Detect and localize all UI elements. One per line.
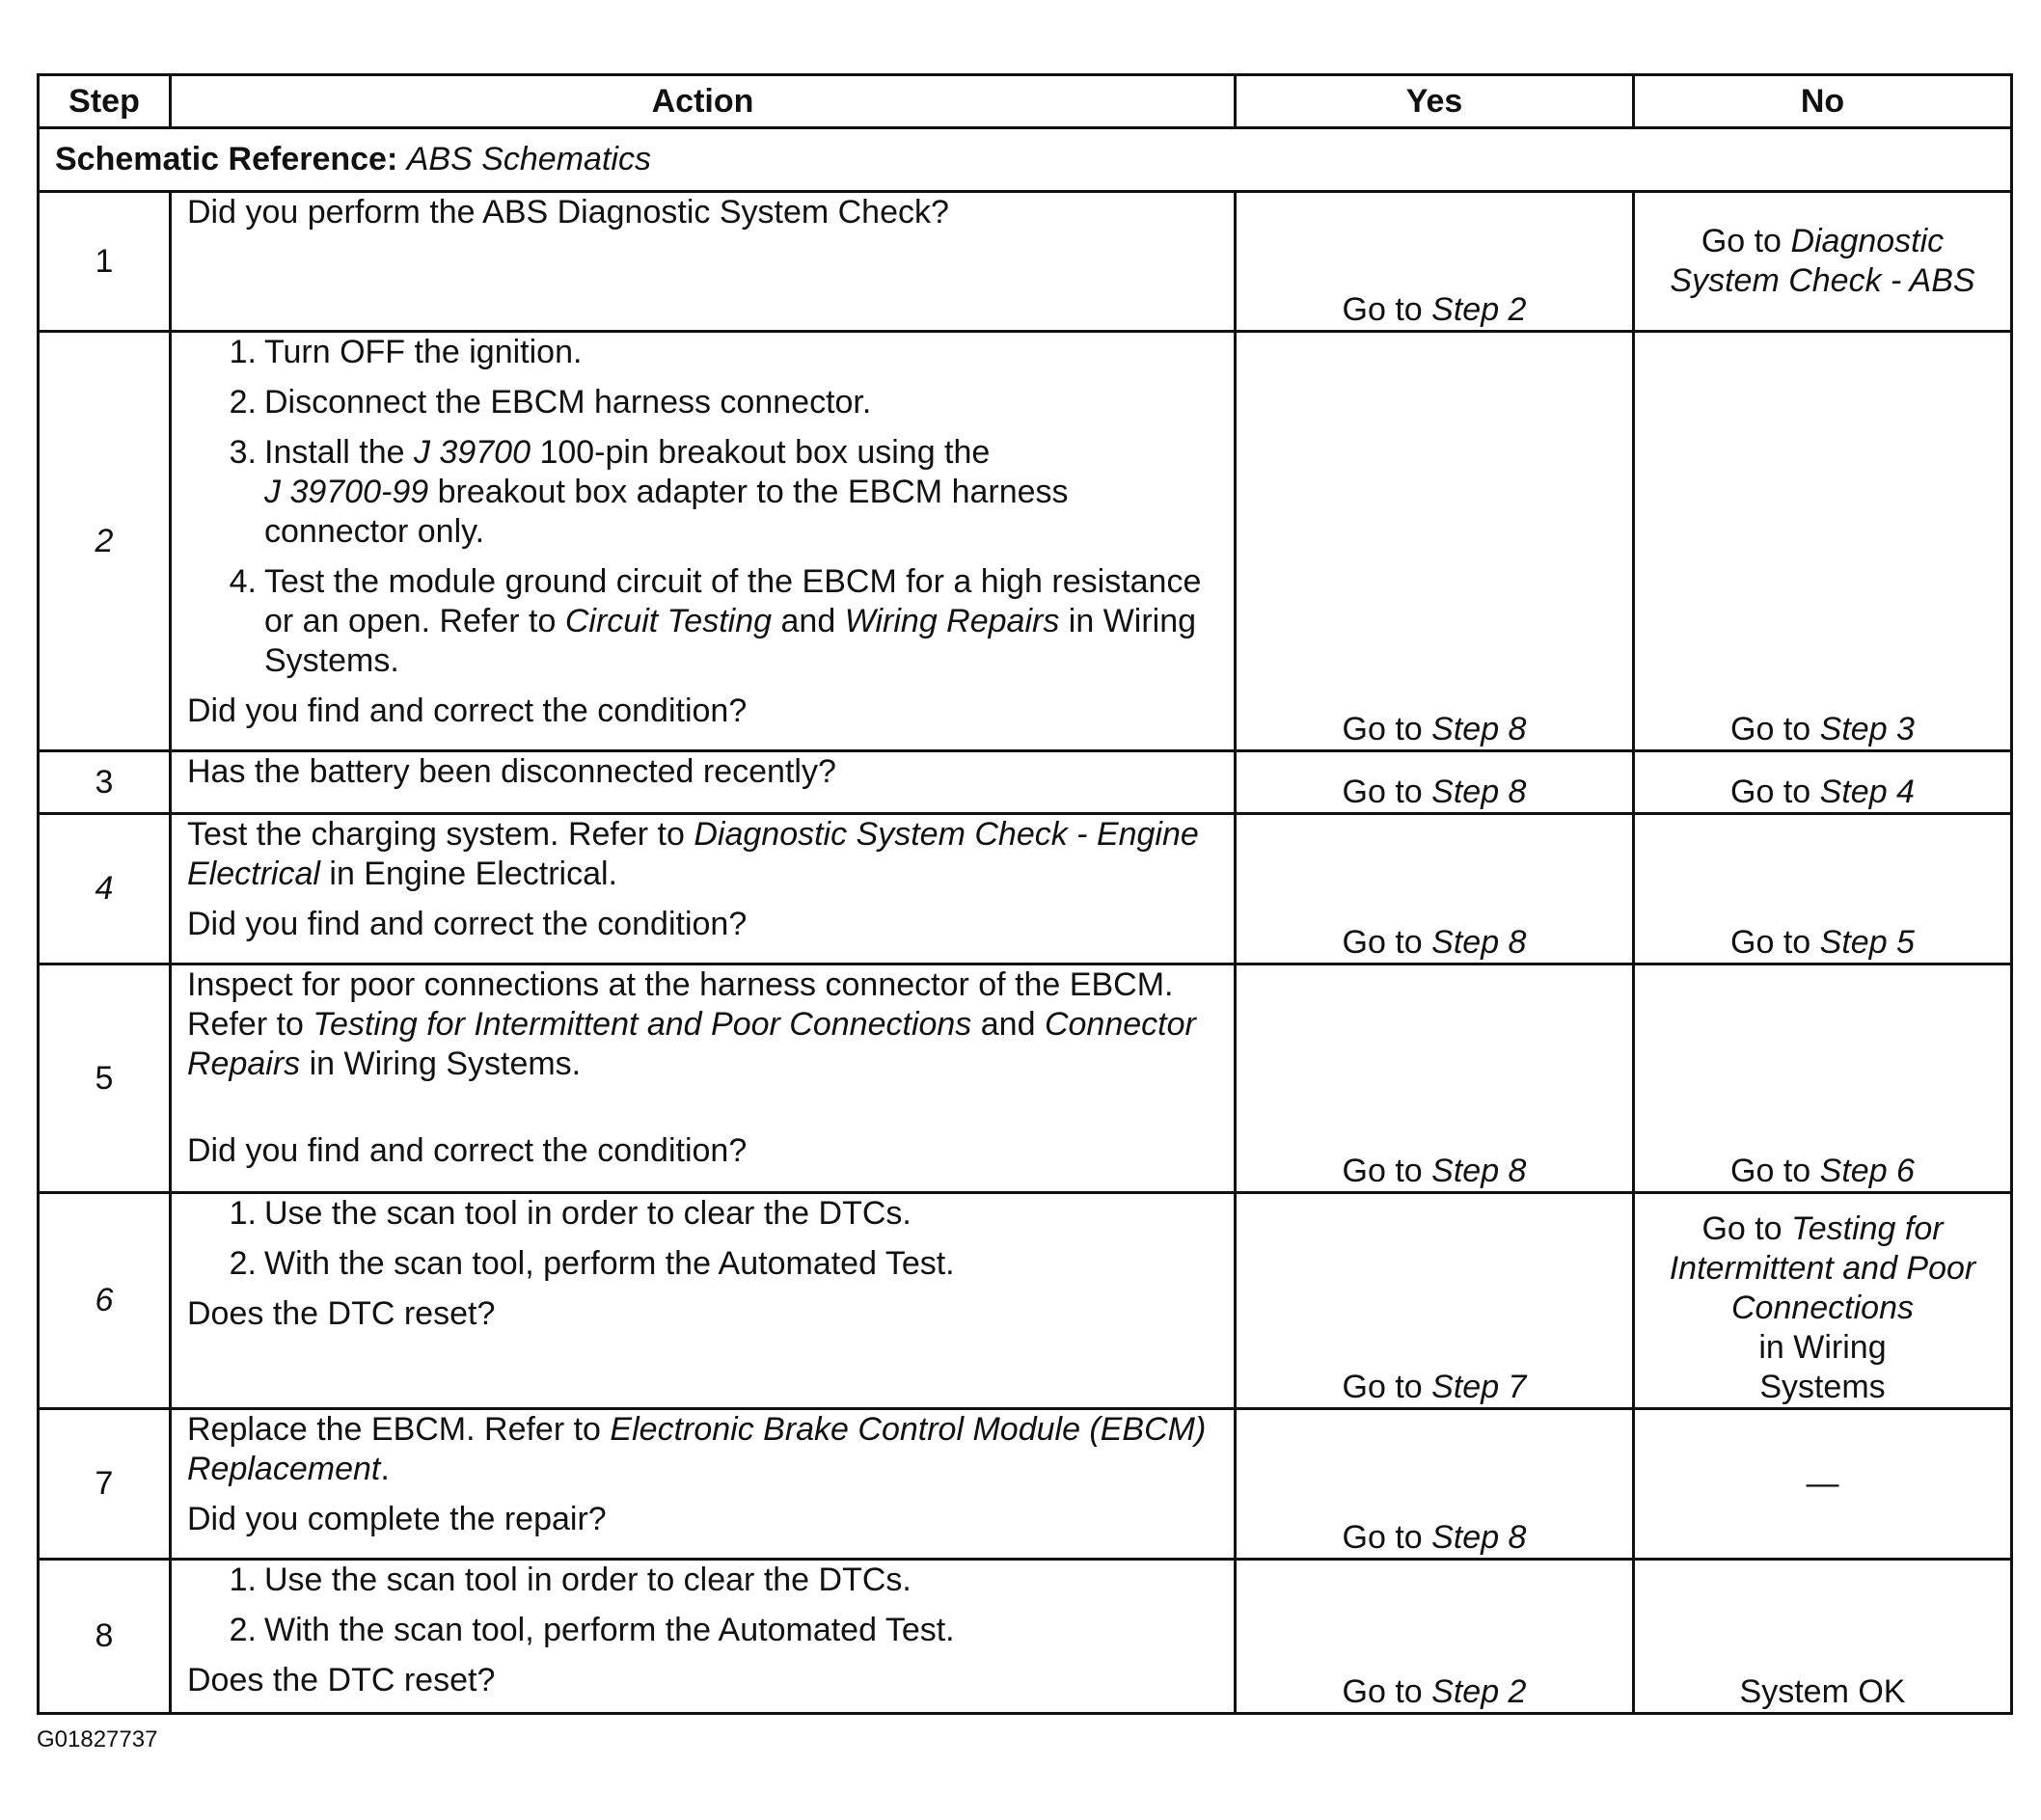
action-question: Does the DTC reset?: [187, 1662, 496, 1698]
goto-suffix: in Wiring: [1758, 1329, 1887, 1366]
table-row: [39, 332, 2012, 751]
no-cell: [1634, 332, 2012, 751]
goto-target: Step 8: [1431, 774, 1527, 810]
no-cell: [1634, 1560, 2012, 1714]
header-action: Action: [171, 75, 1236, 128]
action-question: Does the DTC reset?: [187, 1295, 496, 1332]
yes-cell: [1236, 1560, 1634, 1714]
goto-prefix: Go to: [1342, 774, 1423, 810]
table-row: [39, 751, 2012, 814]
table-row: [39, 964, 2012, 1193]
header-no: No: [1634, 75, 2012, 128]
goto-suffix: Systems: [1759, 1369, 1886, 1405]
action-text: Test the charging system. Refer to Diagnostic System Check - Engine Electrical in Engine Electrical.: [187, 816, 1199, 892]
action-list: [187, 1194, 1218, 1284]
yes-cell: [1236, 192, 1634, 332]
goto-prefix: Go to: [1342, 291, 1423, 328]
list-item: 3. Install the J 39700 100-pin breakout box using the J 39700-99 breakout box adapter to the EBCM harness connector only.: [229, 434, 1069, 550]
action-cell: [171, 751, 1236, 814]
goto-target: System Check - ABS: [1670, 262, 1975, 299]
schematic-reference: [39, 128, 2012, 192]
step-number: 3: [39, 751, 171, 814]
action-cell: [171, 814, 1236, 964]
no-dash: —: [1806, 1465, 1839, 1502]
action-question: Did you find and correct the condition?: [187, 1132, 748, 1169]
action-cell: [171, 192, 1236, 332]
yes-cell: [1236, 751, 1634, 814]
diagnostic-table: [37, 73, 2013, 1715]
schematic-reference-label: Schematic Reference:: [55, 141, 398, 177]
action-cell: [171, 1193, 1236, 1409]
no-cell: [1634, 751, 2012, 814]
goto-target: Step 2: [1431, 291, 1527, 328]
goto-prefix: Go to: [1342, 1519, 1423, 1556]
list-item: 1. Use the scan tool in order to clear the DTCs.: [229, 1195, 912, 1232]
action-text: Replace the EBCM. Refer to Electronic Brake Control Module (EBCM) Replacement.: [187, 1411, 1207, 1487]
no-cell: [1634, 814, 2012, 964]
schematic-reference-row: [39, 128, 2012, 192]
no-cell: [1634, 1409, 2012, 1560]
table-row: [39, 1193, 2012, 1409]
list-item: 1. Turn OFF the ignition.: [229, 334, 583, 370]
list-item: 4. Test the module ground circuit of the EBCM for a high resistance or an open. Refer to Circuit Testing and Wiring Repairs in Wiring Systems.: [229, 563, 1202, 679]
action-question: Did you find and correct the condition?: [187, 693, 748, 729]
table-row: [39, 192, 2012, 332]
goto-prefix: Go to: [1730, 924, 1811, 961]
goto-target: Step 4: [1819, 774, 1915, 810]
goto-prefix: Go to: [1342, 1673, 1423, 1710]
list-item: 2. With the scan tool, perform the Automated Test.: [229, 1612, 955, 1648]
goto-target: Step 8: [1431, 924, 1527, 961]
header-row: [39, 75, 2012, 128]
no-cell: [1634, 192, 2012, 332]
goto-prefix: Go to: [1701, 223, 1782, 259]
figure-id: G01827737: [37, 1726, 158, 1752]
step-number: 5: [39, 964, 171, 1193]
action-question: Did you complete the repair?: [187, 1501, 607, 1537]
goto-prefix: Go to: [1730, 774, 1811, 810]
table-row: [39, 1560, 2012, 1714]
yes-cell: [1236, 1409, 1634, 1560]
goto-prefix: Go to: [1342, 711, 1423, 747]
goto-target: Step 2: [1431, 1673, 1527, 1710]
goto-target: Step 7: [1431, 1369, 1527, 1405]
yes-cell: [1236, 964, 1634, 1193]
goto-prefix: Go to: [1342, 1153, 1423, 1189]
goto-target: Step 8: [1431, 1153, 1527, 1189]
goto-target: Step 6: [1819, 1153, 1915, 1189]
action-cell: [171, 332, 1236, 751]
action-text: Did you perform the ABS Diagnostic System Check?: [187, 194, 949, 231]
action-list: [187, 333, 1218, 681]
system-ok-text: System OK: [1739, 1673, 1906, 1710]
list-item: 1. Use the scan tool in order to clear the DTCs.: [229, 1562, 912, 1598]
goto-prefix: Go to: [1730, 1153, 1811, 1189]
goto-target: Step 8: [1431, 711, 1527, 747]
action-text: Has the battery been disconnected recently?: [187, 753, 836, 790]
goto-target: Step 8: [1431, 1519, 1527, 1556]
goto-target: Diagnostic: [1790, 223, 1945, 259]
goto-prefix: Go to: [1342, 1369, 1423, 1405]
goto-target: Step 5: [1819, 924, 1915, 961]
goto-prefix: Go to: [1730, 711, 1811, 747]
step-number: 1: [39, 192, 171, 332]
step-number: 2: [39, 332, 171, 751]
yes-cell: [1236, 814, 1634, 964]
goto-target: Testing for: [1791, 1210, 1944, 1247]
yes-cell: [1236, 1193, 1634, 1409]
action-cell: [171, 1409, 1236, 1560]
action-list: [187, 1561, 1218, 1650]
action-cell: [171, 1560, 1236, 1714]
goto-target: Connections: [1730, 1290, 1914, 1326]
step-number: 8: [39, 1560, 171, 1714]
goto-target: Step 3: [1819, 711, 1915, 747]
schematic-reference-value: ABS Schematics: [406, 141, 651, 177]
list-item: 2. With the scan tool, perform the Automated Test.: [229, 1245, 955, 1282]
goto-prefix: Go to: [1701, 1210, 1782, 1247]
no-cell: [1634, 964, 2012, 1193]
action-cell: [171, 964, 1236, 1193]
action-question: Did you find and correct the condition?: [187, 906, 748, 942]
step-number: 6: [39, 1193, 171, 1409]
goto-target: Intermittent and Poor: [1669, 1250, 1976, 1287]
step-number: 7: [39, 1409, 171, 1560]
header-step: Step: [39, 75, 171, 128]
table-row: [39, 814, 2012, 964]
yes-cell: [1236, 332, 1634, 751]
action-text: Inspect for poor connections at the harness connector of the EBCM. Refer to Testing for Intermittent and Poor Connections and Connector Repairs in Wiring Systems.: [187, 966, 1196, 1082]
list-item: 2. Disconnect the EBCM harness connector.: [229, 384, 872, 421]
step-number: 4: [39, 814, 171, 964]
no-cell: [1634, 1193, 2012, 1409]
header-yes: Yes: [1236, 75, 1634, 128]
goto-prefix: Go to: [1342, 924, 1423, 961]
table-row: [39, 1409, 2012, 1560]
